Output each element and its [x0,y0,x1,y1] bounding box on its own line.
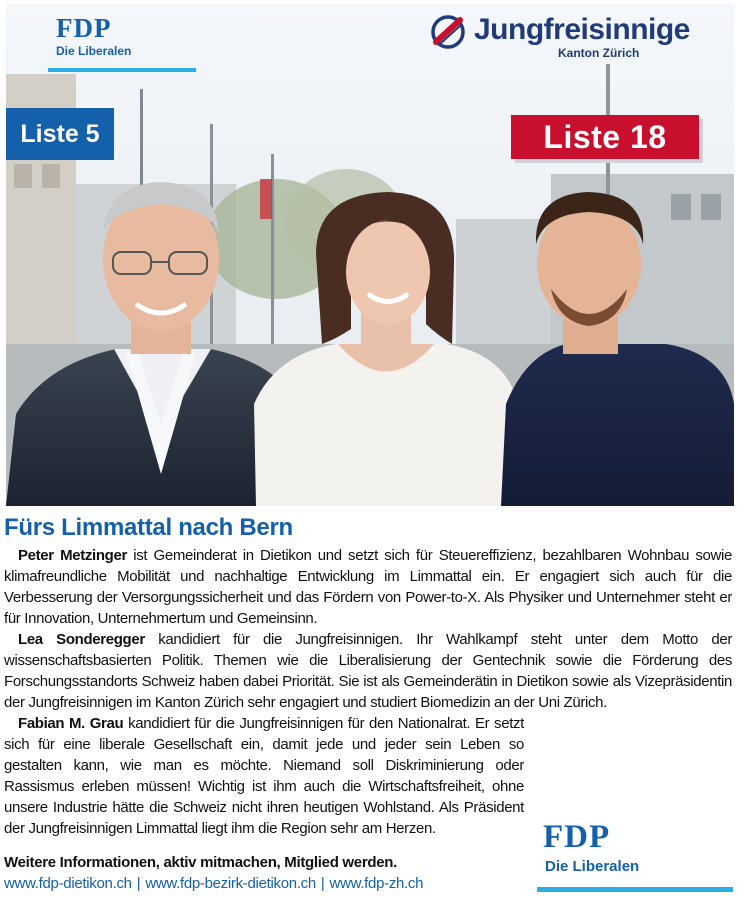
article-body [4,545,732,839]
link-fdp-bezirk-dietikon[interactable]: www.fdp-bezirk-dietikon.ch [145,875,316,892]
list-18-badge: Liste 18 [511,115,699,159]
jungfreisinnige-logo-subtitle: Kanton Zürich [558,46,640,60]
fdp-footer-logo-name: FDP [543,819,611,855]
paragraph-text: kandidiert für die Jungfreisinnigen. Ihr Wahlkampf steht unter dem Motto der wissenschaftsbasierten Politik. Themen wie die Liberalisierung der Gentechnik sowie die Förderung des Forschungsstandorts Schweiz haben dabei Priorität. Sie ist als Gemeinderätin in Dietikon sowie als Vizepräsidentin der Jungfreisinnigen im Kanton Zürich sehr engagiert und studiert Biomedizin an der Uni Zürich. [4,631,732,711]
jungfreisinnige-logo [430,14,700,60]
paragraph-text: kandidiert für die Jungfreisinnigen für den Nationalrat. Er setzt sich für eine liberale Gesellschaft ein, damit jede und jeder sein Leben so gestalten kann, wie man es möchte. Niemand soll Diskriminierung oder Rassismus erleben müssen! Wichtig ist ihm auch die Wirtschaftsfreiheit, ohne unsere Industrie hätte die Schweiz nicht ihren heutigen Wohlstand. Als Präsident der Jungfreisinnigen Limmattal liegt ihm die Region sehr am Herzen. [4,715,524,837]
paragraph-text: ist Gemeinderat in Dietikon und setzt sich für Steuereffizienz, bezahlbaren Wohnbau sowie klimafreundliche Mobilität und nachhaltige Entwicklung im Limmattal ein. Er engagiert sich auch für die Verbesserung der Versorgungssicherheit und das Fördern von Power-to-X. Als Physiker und Unternehmer steht er für Innovation, Unternehmertum und Gemeinsinn. [4,547,732,627]
fdp-logo [48,14,198,72]
candidate-name: Lea Sonderegger [18,631,145,648]
website-links [4,875,423,892]
list-5-badge: Liste 5 [6,108,114,160]
street-background [6,4,734,506]
fdp-footer-logo [537,820,737,892]
fdp-footer-logo-subtitle: Die Liberalen [545,858,640,875]
candidates-photo [6,4,734,506]
link-fdp-zh[interactable]: www.fdp-zh.ch [329,875,424,892]
paragraph-fabian [4,713,524,839]
candidate-name: Peter Metzinger [18,547,127,564]
fdp-logo-name: FDP [56,13,112,43]
candidate-name: Fabian M. Grau [18,715,124,732]
call-to-action: Weitere Informationen, aktiv mitmachen, Mitglied werden. [4,854,398,871]
link-separator: | [320,875,325,892]
link-fdp-dietikon[interactable]: www.fdp-dietikon.ch [4,875,132,892]
headline: Fürs Limmattal nach Bern [4,514,293,541]
paragraph-lea [4,629,732,713]
jungfreisinnige-logo-name: Jungfreisinnige [474,13,690,46]
fdp-footer-logo-bar [537,887,733,892]
jungfreisinnige-emblem-icon [430,14,470,50]
fdp-logo-bar [48,68,196,72]
link-separator: | [136,875,141,892]
paragraph-peter [4,545,732,629]
fdp-logo-subtitle: Die Liberalen [56,44,132,58]
